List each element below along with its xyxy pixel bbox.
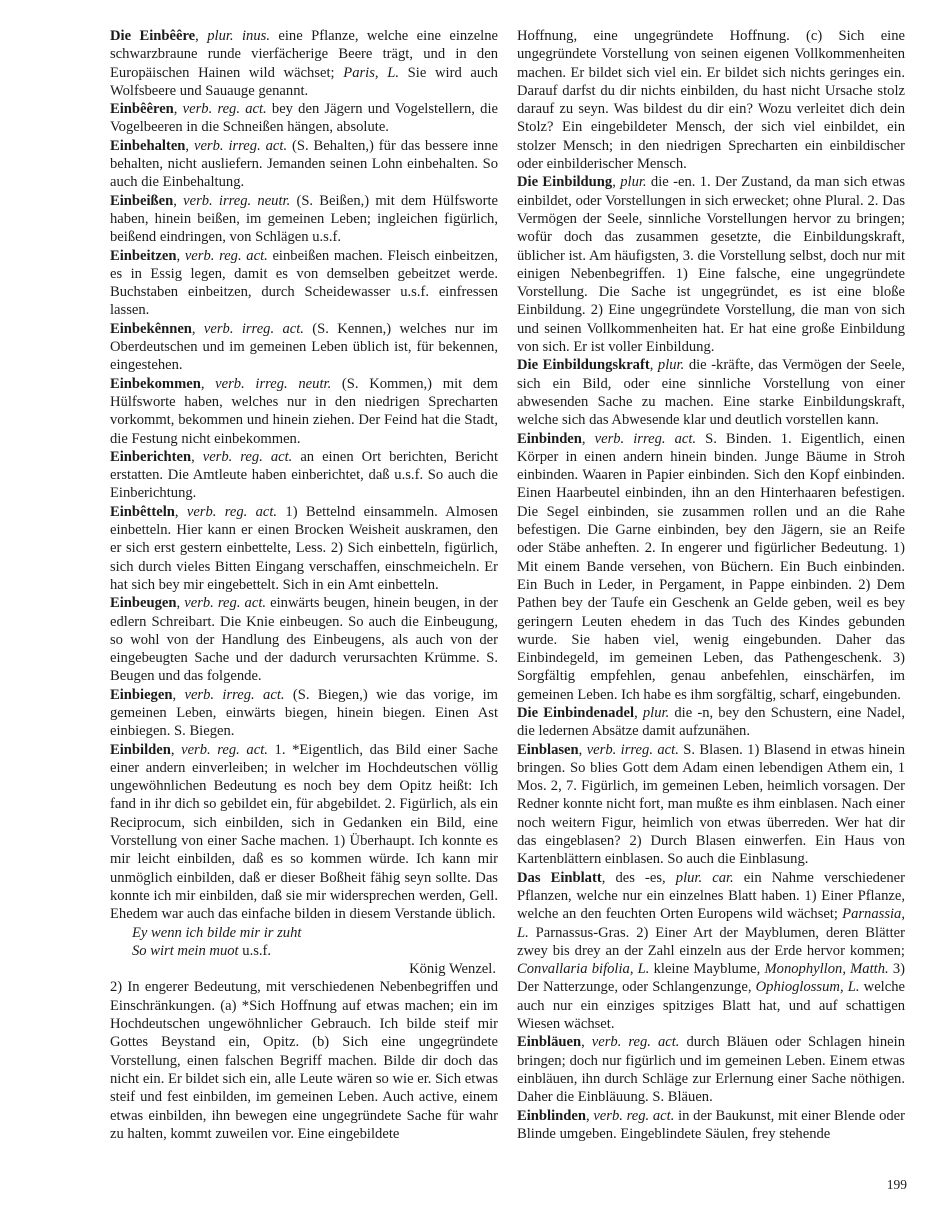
entry-continuation bbox=[517, 27, 905, 173]
verse-line bbox=[110, 942, 498, 960]
attribution-line bbox=[110, 960, 498, 978]
entry-headword: Einbeitzen bbox=[110, 247, 177, 264]
entry-text: 2) In engerer Bedeutung, mit verschiedenen Nebenbegriffen und Einschränkungen. (a) *Sich Hoffnung auf etwas machen; ein im Hochdeutschen ungewöhnlicher Gebrauch. Ich bilde steif mir Gottes Beystand ein, Opitz. (b) Sich eine ungegründete Vorstellung, einen falschen Begriff machen. Bilde dir doch das nicht ein. Er bildet sich ein, alle Leute wären so wie er. Sich etwas steif und fest einbilden, im gemeinen Leben. Auch active, einem etwas einbilden, ihn bewegen eine ungegründete Sache für wahr zu halten, kommt zuweilen vor. Eine eingebildete bbox=[110, 979, 498, 1142]
entry-text: , bbox=[191, 448, 203, 465]
entry-headword: Die Einbildungskraft bbox=[517, 357, 650, 374]
entry-text: verb. irreg. neutr. bbox=[183, 192, 291, 209]
page-number: 199 bbox=[886, 1177, 907, 1192]
dictionary-entry bbox=[517, 1107, 905, 1144]
entry-text: , bbox=[195, 28, 208, 44]
entry-text: verb. reg. act. bbox=[593, 1107, 675, 1124]
dictionary-entry bbox=[110, 27, 498, 100]
entry-text: die -en. 1. Der Zustand, da man sich etwas einbildet, oder Vorstellungen in sich erwecket; ohne Plural. 2. Das Vermögen der Seele, sinnliche Vorstellungen hervor zu bringen; wofür doch das zusammen gesetzte, die Einbildungskraft, üblicher ist. Am häufigsten, 3. die Vorstellung selbst, doch nur mit einigen Nebenbegriffen. 1) Eine falsche, eine ungegründete Vorstellung. Die Sache ist ungegründet, es ist eine bloße Einbildung. 2) Eine ungegründete Vorstellung, die man von sich und seinen Vollkommenheiten hat. Er hat eine große Einbildung von sich. Er ist voller Einbildung. bbox=[517, 174, 906, 356]
entry-text: Paris, L. bbox=[343, 64, 399, 81]
entry-text: , bbox=[634, 704, 643, 721]
entry-text: , bbox=[581, 1034, 592, 1051]
entry-text: eine Pflanze, welche eine einzelne schwarzbraune runde vierfächerige Beere trägt, und in den Europäischen Hainen wild wächset; bbox=[110, 28, 498, 81]
entry-text: , des -es, bbox=[601, 869, 676, 886]
entry-text: Ey wenn ich bilde mir ir zuht bbox=[132, 924, 302, 941]
entry-text: So wirt mein muot bbox=[132, 942, 239, 959]
dictionary-entry bbox=[517, 704, 905, 741]
entry-text: , bbox=[578, 741, 587, 758]
entry-text: plur. bbox=[642, 704, 670, 721]
entry-text: 3) Der Natterzunge, oder Schlangenzunge, bbox=[517, 961, 905, 996]
entry-text: an einen Ort berichten, Bericht erstatten. Die Amtleute haben einberichtet, daß u.s.f. So auch die Einberichtung. bbox=[110, 448, 499, 502]
entry-text: plur. bbox=[620, 174, 647, 191]
entry-text: 1. *Eigentlich, das Bild einer Sache einer andern einverleiben; in welcher im Hochdeutschen völlig ungewöhnlichen Bedeutung es noch bey dem Opitz heißt: Ich fand in ihr dich so gebildet ein, für abgebildet. 2. Figürlich, als ein Reciprocum, sich einbilden, sich in Gedanken ein Bild, eine Vorstellung von einer Sache machen. 1) Überhaupt. Ich konnte es mir leicht einbilden, daß es so kommen würde. Ich kann mir unmöglich einbilden, daß er dieser Boßheit fähig seyn sollte. Das konnte ich mir einbilden, daß sie mir widersprechen werden, Gell. Ehedem war auch das einfache bilden in diesem Verstande üblich. bbox=[110, 741, 498, 923]
entry-text: bey den Jägern und Vogelstellern, die Vogelbeeren in die Schneißen hängen, absolute. bbox=[110, 101, 498, 136]
entry-text: verb. reg. act. bbox=[591, 1034, 680, 1051]
dictionary-entry bbox=[110, 741, 498, 924]
entry-text: einbeißen machen. Fleisch einbeitzen, es in Essig legen, damit es von demselben gebeitzet werde. Buchstaben einbeitzen, durch Scheidewasser u.s.f. einfressen lassen. bbox=[110, 247, 498, 319]
dictionary-entry bbox=[517, 741, 905, 869]
entry-headword: Einbiegen bbox=[110, 686, 173, 703]
dictionary-entry bbox=[517, 430, 905, 704]
entry-headword: Einbêêren bbox=[110, 101, 174, 118]
entry-text: , bbox=[191, 320, 204, 337]
entry-text: u.s.f. bbox=[238, 942, 272, 959]
entry-text: durch Bläuen oder Schlagen hinein bringen; doch nur figürlich und im gemeinen Leben. Einem etwas einbläuen, ihn durch Schläge zur Erlernung einer Sache nöthigen. Daher die Einbläuung. S. Bläuen. bbox=[517, 1034, 905, 1106]
entry-headword: Einbilden bbox=[110, 741, 171, 758]
entry-text: verb. reg. act. bbox=[184, 595, 267, 612]
entry-text: verb. reg. act. bbox=[186, 503, 278, 520]
entry-text: verb. irreg. act. bbox=[594, 430, 697, 447]
entry-text: Parnassus-Gras. 2) Einer Art der Mayblumen, deren Blätter zwey bis drey an der Zahl einzeln aus der Erde hervor kommen; bbox=[517, 924, 905, 959]
entry-continuation bbox=[110, 978, 498, 1143]
entry-text: Hoffnung, eine ungegründete Hoffnung. (c) Sich eine ungegründete Vorstellung von seinen eigenen Vollkommenheiten machen. Er bildet sich viel ein. Er bildet sich nichts geringes ein. Darauf darfst du dir nichts einbilden, du hast nicht Ursache stolz darauf zu seyn. Was bildest du dir ein? Wozu verleitet dich dein Stolz? Ein eingebildeter Mensch, der sich viel einbildet, ein stolzer Mensch; in den niedrigen Sprecharten ein einbildischer oder einbilderischer Mensch. bbox=[517, 28, 905, 173]
entry-text: kleine Mayblume, bbox=[649, 961, 765, 978]
entry-text: die -kräfte, das Vermögen der Seele, sich ein Bild, oder eine sinnliche Vorstellung von einer abwesenden Sache zu machen. Eine starke Einbildungskraft, welche sich das Abwesende klar und deutlich vorstellen kann. bbox=[517, 357, 905, 429]
dictionary-entry bbox=[110, 247, 498, 320]
dictionary-entry bbox=[517, 356, 905, 429]
dictionary-entry bbox=[110, 192, 498, 247]
dictionary-entry bbox=[110, 503, 498, 594]
entry-text: (S. Beißen,) mit dem Hülfsworte haben, hinein beißen, im gemeinen Leben; ingleichen figürlich, beißend eindringen, von Schlägen u.s.f. bbox=[110, 192, 498, 246]
entry-headword: Einbeißen bbox=[110, 192, 174, 209]
dictionary-entry bbox=[110, 686, 498, 741]
entry-text: (S. Biegen,) wie das vorige, im gemeinen Leben, einwärts biegen, hinein biegen. Einen Ast einbiegen. S. Biegen. bbox=[110, 686, 498, 740]
entry-headword: Einblasen bbox=[517, 741, 579, 758]
dictionary-entry bbox=[110, 448, 498, 503]
entry-headword: Die Einbindenadel bbox=[517, 704, 635, 721]
entry-text: , bbox=[649, 357, 658, 374]
entry-headword: Einbekommen bbox=[110, 375, 201, 392]
entry-text: welche auch nur ein einziges spitziges Blatt hat, und auf schattigen Wiesen wächset. bbox=[517, 979, 905, 1033]
entry-text: verb. reg. act. bbox=[184, 247, 268, 264]
entry-text: , bbox=[200, 375, 216, 392]
entry-text: , bbox=[176, 595, 185, 612]
entry-text: verb. irreg. act. bbox=[203, 320, 304, 337]
entry-headword: Einbläuen bbox=[517, 1034, 582, 1051]
entry-text: (S. Kennen,) welches nur im Oberdeutschen und im gemeinen Leben üblich ist, für bekennen, eingestehen. bbox=[110, 320, 498, 374]
entry-text: , bbox=[170, 741, 182, 758]
entry-text: (S. Kommen,) mit dem Hülfsworte haben, welches nur in den niedrigen Sprecharten vorkommt, bekommen und hinein ziehen. Der Feind hat die Stadt, die Festung nicht einbekommen. bbox=[110, 375, 498, 447]
entry-text: Parnassia, L. bbox=[517, 906, 905, 941]
verse-line bbox=[110, 924, 498, 942]
entry-text: plur. car. bbox=[675, 869, 734, 886]
entry-text: plur. bbox=[657, 357, 685, 374]
entry-text: verb. irreg. act. bbox=[586, 741, 679, 758]
text-columns bbox=[110, 27, 905, 1143]
entry-headword: Einbêtteln bbox=[110, 503, 175, 520]
entry-text: die -n, bey den Schustern, eine Nadel, die ledernen Absätze damit aufzunähen. bbox=[517, 704, 905, 740]
entry-text: Ophioglossum, L. bbox=[755, 979, 860, 996]
entry-text: Sie wird auch Wolfsbeere und Sauauge genannt. bbox=[110, 64, 498, 99]
entry-text: verb. irreg. act. bbox=[193, 137, 288, 154]
entry-text: 1) Bettelnd einsammeln. Almosen einbetteln. Hier kann er einen Brocken Weisheit auskramen, den er sich erst gestern einbettelte, Less. 2) Sich einbetteln, figürlich, sich durch vieles Bitten Eingang verschaffen, einschmeicheln. Er hat sich bey mir eingebettelt. Sich in ein Amt einbetteln. bbox=[110, 503, 498, 593]
entry-text: Monophyllon, Matth. bbox=[764, 961, 889, 978]
dictionary-entry bbox=[110, 375, 498, 448]
entry-headword: Einblinden bbox=[517, 1107, 586, 1124]
entry-text: (S. Behalten,) für das bessere inne behalten, nicht ausliefern. Jemanden seinen Lohn einbehalten. So auch die Einbehaltung. bbox=[110, 137, 499, 191]
entry-text: plur. inus. bbox=[207, 28, 270, 44]
entry-text: einwärts beugen, hinein beugen, in der edlern Schreibart. Die Knie einbeugen. So auch die Einbeugung, so wohl von der Handlung des Einbeugens, als auch von der eingebeugten Sache und der dadurch verursachten Krümme. S. Beugen und das folgende. bbox=[110, 595, 498, 685]
entry-text: , bbox=[173, 101, 183, 118]
entry-text: verb. reg. act. bbox=[181, 741, 268, 758]
entry-text: , bbox=[174, 503, 187, 520]
entry-headword: Einbekênnen bbox=[110, 320, 192, 337]
dictionary-entry bbox=[517, 869, 905, 1034]
entry-text: verb. irreg. neutr. bbox=[215, 375, 332, 392]
entry-text: , bbox=[612, 174, 621, 191]
entry-text: verb. irreg. act. bbox=[184, 686, 285, 703]
entry-text: verb. reg. act. bbox=[202, 448, 293, 465]
entry-text: S. Blasen. 1) Blasend in etwas hinein bringen. So blies Gott dem Adam einen lebendigen Athem ein, 1 Mos. 2, 7. Figürlich, im gemeinen Leben, heimlich vorsagen. Der Redner konnte nicht fort, man mußte es ihm einblasen. Nach einer noch weitern Figur, heimlich von etwas überreden. Wer hat dir das eingeblasen? 2) Durch Blasen einwerfen. Ein Haus von Kartenblättern einblasen. So auch die Einblasung. bbox=[517, 741, 905, 868]
dictionary-entry bbox=[110, 320, 498, 375]
entry-text: , bbox=[581, 430, 595, 447]
entry-headword: Einbehalten bbox=[110, 137, 186, 154]
entry-headword: Einbeugen bbox=[110, 595, 177, 612]
entry-text: verb. reg. act. bbox=[182, 101, 267, 118]
dictionary-entry bbox=[110, 594, 498, 685]
entry-text: , bbox=[173, 192, 184, 209]
entry-text: in der Baukunst, mit einer Blende oder Blinde umgeben. Eingeblindete Säulen, frey stehende bbox=[517, 1107, 906, 1142]
entry-headword: Die Einbildung bbox=[517, 174, 613, 191]
entry-headword: Einbinden bbox=[517, 430, 582, 447]
dictionary-entry bbox=[517, 173, 905, 356]
entry-text: , bbox=[172, 686, 185, 703]
entry-text: Convallaria bifolia, L. bbox=[517, 961, 650, 978]
entry-text: , bbox=[176, 247, 185, 264]
dictionary-entry bbox=[110, 100, 498, 137]
left-column bbox=[110, 27, 498, 1143]
entry-text: , bbox=[585, 1107, 594, 1124]
dictionary-entry bbox=[110, 137, 498, 192]
entry-text: ein Nahme verschiedener Pflanzen, welche nur ein einzelnes Blatt haben. 1) Einer Pflanze, welche an den feuchten Orten Europens wild wächset; bbox=[517, 869, 905, 923]
entry-text: König Wenzel. bbox=[409, 961, 496, 978]
right-column bbox=[517, 27, 905, 1143]
entry-headword: Das Einblatt bbox=[517, 869, 602, 886]
entry-headword: Einberichten bbox=[110, 448, 192, 465]
entry-text: S. Binden. 1. Eigentlich, einen Körper in einen andern hinein binden. Junge Bäume in Stroh einbinden. Waaren in Papier einbinden. Sich den Kopf einbinden. Einen Haarbeutel einbinden, ihn an den Hinterhaaren befestigen. Die Segel einbinden, sie zusammen rollen und an die Rahe befestigen. Die Garne einbinden, bey den Jägern, sie an Reife oder Stäbe anheften. 2. In engerer und figürlicher Bedeutung. 1) Mit einem Bande versehen, von Büchern. Ein Buch einbinden. Ein Buch in Leder, in Pergament, in Pappe einbinden. 2) Dem Pathen bey der Taufe ein Geschenk an Gelde geben, weil es bey geringern Leuten ehedem in das Tuch des Kindes gebunden wurde. Sie haben viel, wenig eingebunden. Daher das Einbindegeld, im gemeinen Leben, das Pathengeschenk. 3) Sorgfältig empfehlen, genau anbefehlen, einschärfen, im gemeinen Leben. Ich habe es ihm sorgfältig, scharf, eingebunden. bbox=[517, 430, 905, 703]
entry-text: , bbox=[185, 137, 194, 154]
dictionary-entry bbox=[517, 1033, 905, 1106]
entry-headword: Die Einbêêre bbox=[110, 28, 196, 44]
